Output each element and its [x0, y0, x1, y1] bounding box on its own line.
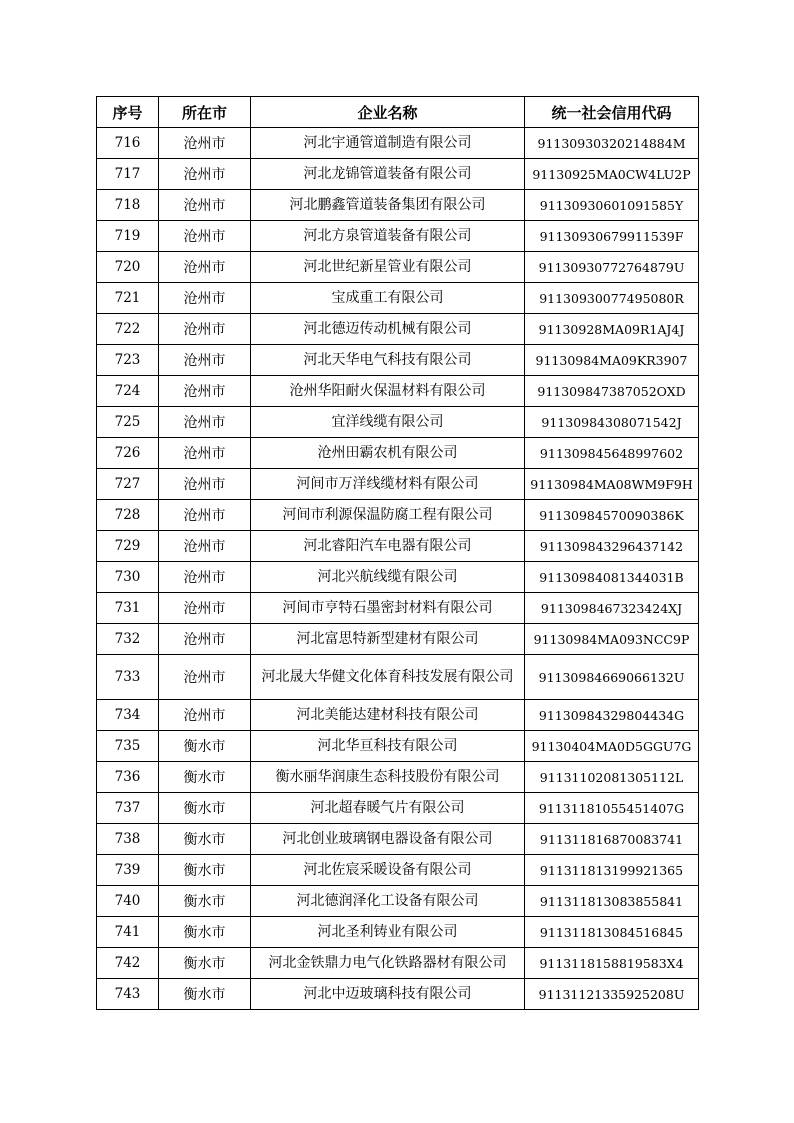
- cell-seq: 729: [97, 531, 159, 562]
- cell-city: 沧州市: [159, 469, 251, 500]
- header-credit-code: 统一社会信用代码: [525, 97, 699, 128]
- cell-city: 衡水市: [159, 917, 251, 948]
- cell-seq: 716: [97, 128, 159, 159]
- cell-company-name: 河北中迈玻璃科技有限公司: [251, 979, 525, 1010]
- cell-credit-code: 911309847387052OXD: [525, 376, 699, 407]
- cell-company-name: 河北圣利铸业有限公司: [251, 917, 525, 948]
- cell-city: 沧州市: [159, 345, 251, 376]
- cell-city: 衡水市: [159, 886, 251, 917]
- cell-city: 沧州市: [159, 128, 251, 159]
- cell-company-name: 河北世纪新星管业有限公司: [251, 252, 525, 283]
- cell-seq: 728: [97, 500, 159, 531]
- table-row: [97, 314, 699, 345]
- cell-seq: 724: [97, 376, 159, 407]
- table-row: [97, 979, 699, 1010]
- cell-company-name: 河北德润泽化工设备有限公司: [251, 886, 525, 917]
- table-row: [97, 700, 699, 731]
- cell-company-name: 河北晟大华健文化体育科技发展有限公司: [251, 655, 525, 700]
- table-row: [97, 500, 699, 531]
- cell-city: 沧州市: [159, 700, 251, 731]
- cell-city: 衡水市: [159, 762, 251, 793]
- cell-credit-code: 91130984308071542J: [525, 407, 699, 438]
- cell-company-name: 河北方泉管道装备有限公司: [251, 221, 525, 252]
- cell-city: 沧州市: [159, 407, 251, 438]
- cell-company-name: 河北龙锦管道装备有限公司: [251, 159, 525, 190]
- cell-credit-code: 91130984669066132U: [525, 655, 699, 700]
- cell-credit-code: 911311813084516845: [525, 917, 699, 948]
- table-row: [97, 655, 699, 700]
- cell-seq: 727: [97, 469, 159, 500]
- cell-credit-code: 911311813083855841: [525, 886, 699, 917]
- cell-seq: 741: [97, 917, 159, 948]
- table-row: [97, 624, 699, 655]
- cell-seq: 718: [97, 190, 159, 221]
- table-row: [97, 948, 699, 979]
- header-seq: 序号: [97, 97, 159, 128]
- cell-credit-code: 91130984329804434G: [525, 700, 699, 731]
- cell-credit-code: 91131181055451407G: [525, 793, 699, 824]
- cell-company-name: 宜洋线缆有限公司: [251, 407, 525, 438]
- cell-seq: 720: [97, 252, 159, 283]
- cell-credit-code: 91130984MA09KR3907: [525, 345, 699, 376]
- cell-company-name: 河北兴航线缆有限公司: [251, 562, 525, 593]
- table-row: [97, 345, 699, 376]
- cell-city: 衡水市: [159, 979, 251, 1010]
- cell-company-name: 宝成重工有限公司: [251, 283, 525, 314]
- cell-seq: 735: [97, 731, 159, 762]
- cell-seq: 733: [97, 655, 159, 700]
- cell-seq: 725: [97, 407, 159, 438]
- table-row: [97, 283, 699, 314]
- cell-company-name: 河北美能达建材科技有限公司: [251, 700, 525, 731]
- cell-city: 沧州市: [159, 531, 251, 562]
- cell-credit-code: 91130925MA0CW4LU2P: [525, 159, 699, 190]
- cell-seq: 730: [97, 562, 159, 593]
- cell-company-name: 河北超春暖气片有限公司: [251, 793, 525, 824]
- cell-city: 沧州市: [159, 500, 251, 531]
- table-row: [97, 531, 699, 562]
- cell-company-name: 河北天华电气科技有限公司: [251, 345, 525, 376]
- cell-company-name: 河北鹏鑫管道装备集团有限公司: [251, 190, 525, 221]
- cell-seq: 734: [97, 700, 159, 731]
- table-row: [97, 562, 699, 593]
- cell-credit-code: 91130984081344031B: [525, 562, 699, 593]
- table-row: [97, 855, 699, 886]
- table-row: [97, 252, 699, 283]
- cell-company-name: 河北佐宸采暖设备有限公司: [251, 855, 525, 886]
- cell-seq: 739: [97, 855, 159, 886]
- table-body: [97, 128, 699, 1010]
- cell-company-name: 河北金铁鼎力电气化铁路器材有限公司: [251, 948, 525, 979]
- table-row: [97, 376, 699, 407]
- cell-city: 沧州市: [159, 655, 251, 700]
- cell-credit-code: 911309845648997602: [525, 438, 699, 469]
- cell-city: 衡水市: [159, 948, 251, 979]
- cell-company-name: 沧州华阳耐火保温材料有限公司: [251, 376, 525, 407]
- cell-credit-code: 911309843296437142: [525, 531, 699, 562]
- cell-seq: 721: [97, 283, 159, 314]
- table-row: [97, 731, 699, 762]
- cell-city: 沧州市: [159, 624, 251, 655]
- cell-city: 衡水市: [159, 855, 251, 886]
- table-row: [97, 221, 699, 252]
- table-row: [97, 438, 699, 469]
- cell-seq: 717: [97, 159, 159, 190]
- table-row: [97, 159, 699, 190]
- cell-credit-code: 91130930077495080R: [525, 283, 699, 314]
- table-row: [97, 407, 699, 438]
- cell-city: 沧州市: [159, 221, 251, 252]
- cell-company-name: 河北睿阳汽车电器有限公司: [251, 531, 525, 562]
- cell-company-name: 河北华亘科技有限公司: [251, 731, 525, 762]
- cell-credit-code: 91130984MA08WM9F9H: [525, 469, 699, 500]
- table-row: [97, 190, 699, 221]
- cell-credit-code: 91130984570090386K: [525, 500, 699, 531]
- cell-seq: 742: [97, 948, 159, 979]
- cell-city: 沧州市: [159, 376, 251, 407]
- cell-credit-code: 911311813199921365: [525, 855, 699, 886]
- cell-city: 沧州市: [159, 562, 251, 593]
- cell-city: 沧州市: [159, 593, 251, 624]
- cell-seq: 736: [97, 762, 159, 793]
- cell-city: 沧州市: [159, 438, 251, 469]
- cell-city: 衡水市: [159, 793, 251, 824]
- cell-company-name: 河北宇通管道制造有限公司: [251, 128, 525, 159]
- cell-company-name: 河间市亨特石墨密封材料有限公司: [251, 593, 525, 624]
- cell-credit-code: 911311816870083741: [525, 824, 699, 855]
- cell-seq: 723: [97, 345, 159, 376]
- cell-credit-code: 9113118158819583X4: [525, 948, 699, 979]
- cell-credit-code: 91130984MA093NCC9P: [525, 624, 699, 655]
- cell-seq: 732: [97, 624, 159, 655]
- cell-city: 沧州市: [159, 190, 251, 221]
- cell-city: 沧州市: [159, 252, 251, 283]
- enterprise-table: [96, 96, 699, 1010]
- cell-seq: 731: [97, 593, 159, 624]
- cell-credit-code: 91130930772764879U: [525, 252, 699, 283]
- cell-city: 沧州市: [159, 314, 251, 345]
- cell-credit-code: 91131121335925208U: [525, 979, 699, 1010]
- header-city: 所在市: [159, 97, 251, 128]
- table-row: [97, 762, 699, 793]
- table-row: [97, 917, 699, 948]
- cell-city: 衡水市: [159, 731, 251, 762]
- cell-company-name: 河北创业玻璃钢电器设备有限公司: [251, 824, 525, 855]
- table-header-row: [97, 97, 699, 128]
- cell-credit-code: 9113098467323424XJ: [525, 593, 699, 624]
- cell-credit-code: 91130930320214884M: [525, 128, 699, 159]
- table-row: [97, 128, 699, 159]
- cell-city: 沧州市: [159, 283, 251, 314]
- cell-company-name: 河北富思特新型建材有限公司: [251, 624, 525, 655]
- table-row: [97, 824, 699, 855]
- cell-city: 衡水市: [159, 824, 251, 855]
- cell-seq: 722: [97, 314, 159, 345]
- cell-credit-code: 91130928MA09R1AJ4J: [525, 314, 699, 345]
- cell-seq: 737: [97, 793, 159, 824]
- cell-credit-code: 91131102081305112L: [525, 762, 699, 793]
- cell-company-name: 河间市利源保温防腐工程有限公司: [251, 500, 525, 531]
- cell-credit-code: 91130404MA0D5GGU7G: [525, 731, 699, 762]
- cell-seq: 738: [97, 824, 159, 855]
- cell-seq: 719: [97, 221, 159, 252]
- table-row: [97, 793, 699, 824]
- header-company-name: 企业名称: [251, 97, 525, 128]
- cell-company-name: 衡水丽华润康生态科技股份有限公司: [251, 762, 525, 793]
- cell-credit-code: 91130930601091585Y: [525, 190, 699, 221]
- table-row: [97, 469, 699, 500]
- cell-company-name: 河北德迈传动机械有限公司: [251, 314, 525, 345]
- cell-city: 沧州市: [159, 159, 251, 190]
- cell-seq: 726: [97, 438, 159, 469]
- cell-seq: 743: [97, 979, 159, 1010]
- table-row: [97, 593, 699, 624]
- cell-company-name: 沧州田霸农机有限公司: [251, 438, 525, 469]
- cell-seq: 740: [97, 886, 159, 917]
- table-row: [97, 886, 699, 917]
- cell-company-name: 河间市万洋线缆材料有限公司: [251, 469, 525, 500]
- cell-credit-code: 91130930679911539F: [525, 221, 699, 252]
